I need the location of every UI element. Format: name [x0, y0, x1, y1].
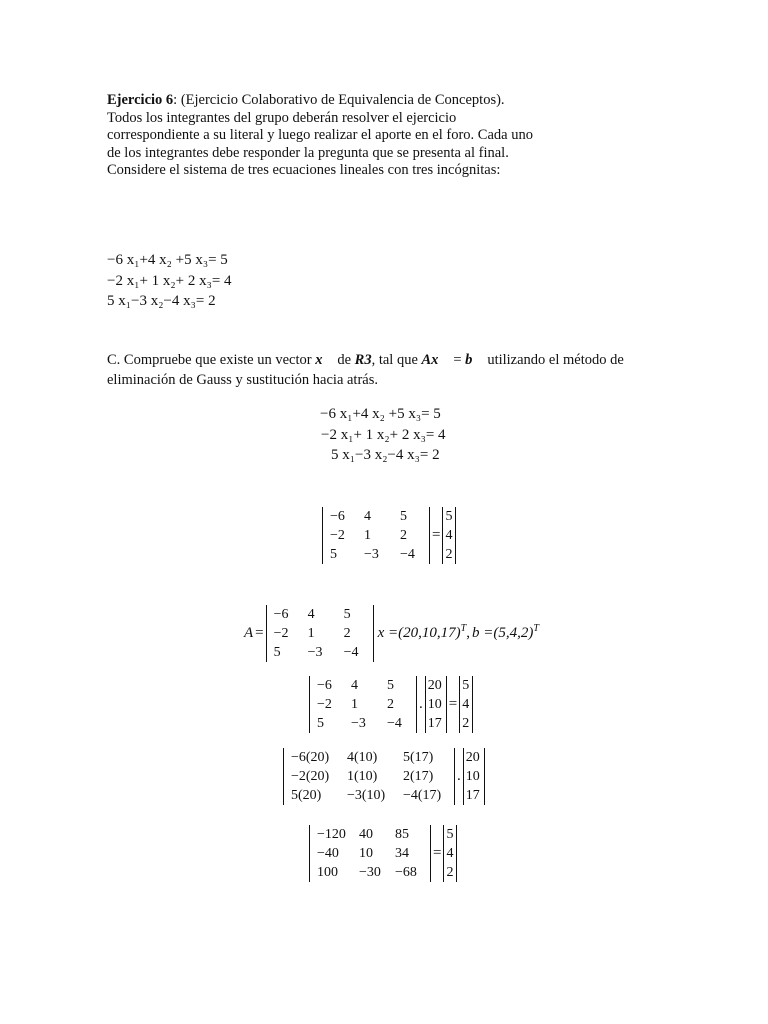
matrix-cell: −68 [395, 865, 417, 880]
matrix-cell: 5(17) [403, 750, 434, 765]
matrix-cell: −4 [343, 645, 359, 660]
matrix-cell: −2 [330, 528, 345, 543]
section-c-text [107, 351, 667, 390]
x-column-matrix [425, 676, 447, 733]
matrix-cell: 2 [400, 528, 407, 543]
expanded-matrix [283, 748, 455, 805]
matrix-cell: 5 [317, 716, 324, 731]
matrix-cell: 17 [465, 788, 480, 803]
matrix-cell: −2 [273, 626, 289, 641]
equation-3: 5 x₁−3 x₂−4 x₃= 2 [107, 293, 216, 309]
coefficient-matrix-a [266, 605, 374, 662]
matrix-cell: −3 [307, 645, 323, 660]
section-c-eq: = [449, 352, 466, 368]
section-c-part1: C. Compruebe que existe un vector [107, 352, 316, 368]
matrix-cell: 5 [400, 509, 407, 524]
matrix-cell: 100 [317, 865, 338, 880]
matrix-cell: 1 [351, 697, 358, 712]
matrix-cell: −30 [359, 865, 381, 880]
ax-symbol: Ax⃗ [421, 352, 450, 368]
exercise-subtitle: : (Ejercicio Colaborativo de Equivalencia de Conceptos). [173, 92, 505, 108]
b-column-matrix-3 [443, 825, 457, 882]
matrix-cell: 4 [462, 697, 470, 712]
matrix-cell: −4 [387, 716, 402, 731]
b-vector: b⃗ [465, 352, 484, 368]
matrix-cell: 2(17) [403, 769, 434, 784]
matrix-cell: 10 [359, 846, 373, 861]
exercise-title-line [107, 92, 537, 110]
matrix-cell: −6 [273, 607, 289, 622]
x-vector: x⃗ [315, 352, 334, 368]
transpose-mark: T [460, 623, 467, 634]
matrix-cell: 2 [446, 865, 454, 880]
matrix-cell: −3 [351, 716, 366, 731]
matrix-cell: 5 [446, 827, 454, 842]
section-c-part3: , tal que [371, 352, 422, 368]
matrix-cell: 34 [395, 846, 409, 861]
matrix-equation-computed [309, 825, 457, 882]
matrix-cell: 10 [427, 697, 442, 712]
equals-sign: = [255, 625, 264, 641]
b-definition-text: b =(5,4,2) [471, 625, 534, 641]
matrix-cell: 4 [307, 607, 315, 622]
dot-operator: . [457, 768, 461, 784]
matrix-cell: 2 [445, 547, 453, 562]
matrix-cell: 5 [343, 607, 351, 622]
matrix-cell: 5 [387, 678, 394, 693]
equals-sign: = [448, 696, 458, 712]
x-column-matrix-2 [463, 748, 485, 805]
transpose-mark: T [533, 623, 539, 634]
computed-matrix [309, 825, 431, 882]
matrix-equation-2 [309, 676, 473, 733]
matrix-cell: 85 [395, 827, 409, 842]
matrix-cell: 5 [445, 509, 453, 524]
matrix-cell: −40 [317, 846, 339, 861]
matrix-cell: −120 [317, 827, 346, 842]
equals-sign: = [433, 845, 442, 861]
matrix-cell: 4 [351, 678, 358, 693]
matrix-cell: 17 [427, 716, 442, 731]
equation-2: −2 x₁+ 1 x₂+ 2 x₃= 4 [107, 272, 232, 289]
matrix-expanded-product [283, 748, 485, 805]
matrix-cell: −6 [317, 678, 332, 693]
matrix-cell: −6(20) [291, 750, 330, 765]
matrix-cell: 4 [445, 528, 453, 543]
intro-paragraph [107, 92, 537, 180]
section-c-part2: de [333, 352, 355, 368]
x-definition-text: x =(20,10,17) [377, 625, 461, 641]
equation-1-centered: −6 x₁+4 x₂ +5 x₃= 5 [320, 406, 441, 422]
r3-symbol: R3 [354, 352, 372, 368]
matrix-cell: −4(17) [403, 788, 442, 803]
matrix-cell: 1(10) [347, 769, 378, 784]
matrix-cell: 5 [462, 678, 470, 693]
exercise-title: Ejercicio 6 [107, 92, 174, 108]
matrix-cell: 40 [359, 827, 373, 842]
coefficient-matrix [322, 507, 430, 564]
matrix-cell: 10 [465, 769, 480, 784]
b-definition [472, 625, 539, 642]
matrix-cell: 2 [462, 716, 470, 731]
matrix-cell: −2 [317, 697, 332, 712]
equation-3-centered: 5 x₁−3 x₂−4 x₃= 2 [331, 447, 440, 463]
b-column-matrix [442, 507, 456, 564]
b-column-matrix-2 [459, 676, 473, 733]
section-c-part4: utilizando el método de eliminación de Gauss y sustitución hacia atrás. [107, 352, 624, 388]
matrix-cell: 1 [307, 626, 315, 641]
matrix-cell: 2 [343, 626, 351, 641]
matrix-cell: −6 [330, 509, 345, 524]
matrix-cell: 4 [364, 509, 371, 524]
matrix-cell: 5 [273, 645, 281, 660]
system-intro-text: Considere el sistema de tres ecuaciones lineales con tres incógnitas: [107, 162, 501, 179]
matrix-cell: 20 [427, 678, 442, 693]
matrix-definitions [244, 605, 539, 662]
matrix-cell: −2(20) [291, 769, 330, 784]
a-label: A [244, 625, 254, 641]
matrix-cell: 4 [446, 846, 454, 861]
x-definition: $x =(20,10,17)^T$, [377, 623, 470, 641]
matrix-equation-1 [322, 507, 456, 564]
equals-sign: = [432, 527, 441, 543]
matrix-cell: 5(20) [291, 788, 322, 803]
matrix-cell: −3(10) [347, 788, 386, 803]
matrix-cell: −4 [400, 547, 415, 562]
dot-operator: . [419, 696, 423, 712]
matrix-cell: 4(10) [347, 750, 378, 765]
coefficient-matrix-2 [309, 676, 417, 733]
equation-system-centered [320, 404, 446, 466]
instructions-text: Todos los integrantes del grupo deberán resolver el ejercicio correspondiente a su literal y luego realizar el aporte en el foro. Cada uno de los integrantes debe responder la pregunta que se presenta al final. [107, 109, 533, 161]
equation-system [107, 250, 232, 312]
equation-1: −6 x₁+4 x₂ +5 x₃= 5 [107, 252, 228, 268]
equation-2-centered: −2 x₁+ 1 x₂+ 2 x₃= 4 [321, 426, 446, 443]
matrix-cell: 1 [364, 528, 371, 543]
matrix-cell: −3 [364, 547, 379, 562]
matrix-cell: 5 [330, 547, 337, 562]
matrix-cell: 2 [387, 697, 394, 712]
matrix-cell: 20 [465, 750, 480, 765]
